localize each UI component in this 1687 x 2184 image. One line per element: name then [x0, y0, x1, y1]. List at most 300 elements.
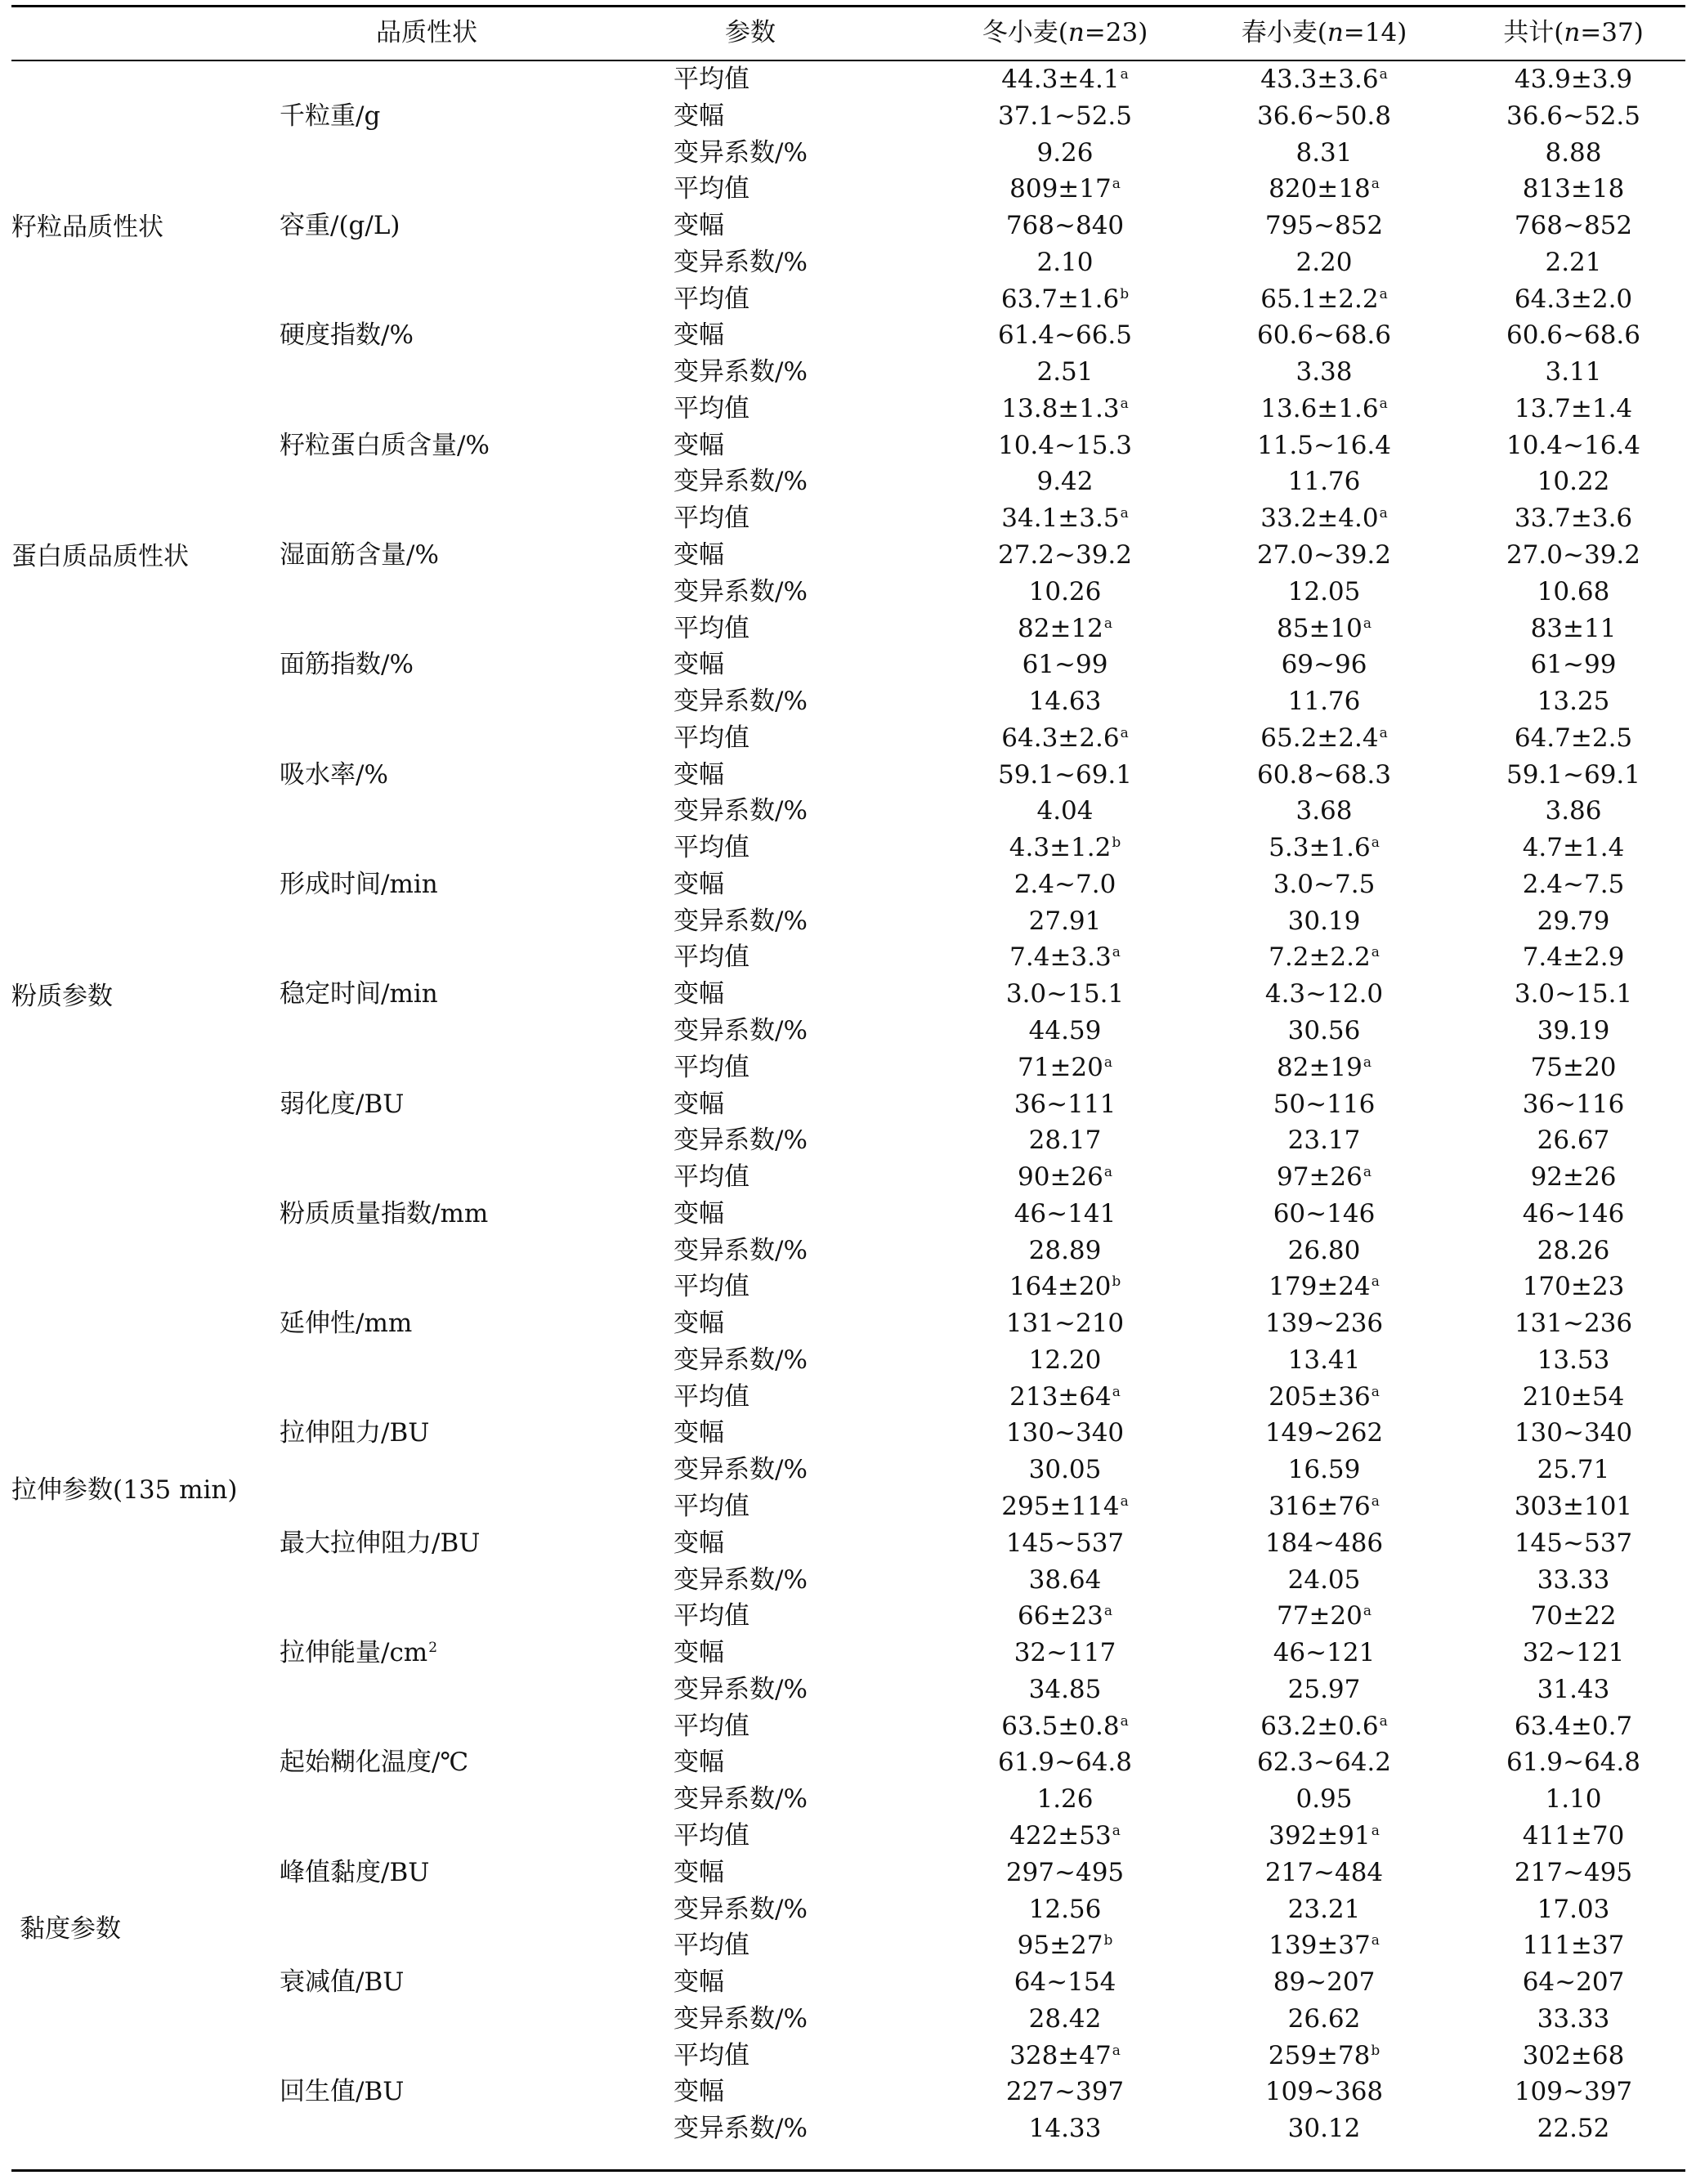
- spring-value-text: 3.68: [1295, 796, 1353, 826]
- significance-letter: a: [1379, 285, 1388, 302]
- spring-value-text: 77±20: [1276, 1601, 1363, 1631]
- param-label: 变异系数/%: [673, 1894, 808, 1924]
- total-value-text: 27.0~39.2: [1506, 540, 1641, 570]
- significance-letter: a: [1371, 944, 1380, 961]
- spring-value: [1265, 1416, 1383, 1449]
- total-value-text: 210±54: [1522, 1381, 1625, 1412]
- category-label: 拉伸参数(135 min): [11, 1475, 238, 1506]
- spring-value-text: 24.05: [1287, 1564, 1361, 1595]
- spring-value-text: 26.62: [1287, 2003, 1361, 2034]
- total-value-text: 13.25: [1537, 687, 1610, 717]
- spring-value: [1295, 246, 1352, 279]
- winter-value: [1006, 1307, 1124, 1340]
- param-label: 变异系数/%: [673, 1564, 808, 1595]
- winter-value-text: 1.26: [1036, 1784, 1094, 1815]
- param-label: 变异系数/%: [673, 2114, 808, 2144]
- total-value: [1523, 172, 1625, 205]
- winter-value: [1018, 1929, 1113, 1962]
- spring-value: [1260, 722, 1387, 754]
- winter-value-text: 27.91: [1028, 906, 1102, 936]
- total-value: [1506, 1746, 1640, 1779]
- winter-value-text: 145~537: [1005, 1528, 1125, 1558]
- spring-value-text: 82±19: [1276, 1052, 1363, 1082]
- winter-value-text: 809±17: [1009, 174, 1112, 204]
- param-label: 变异系数/%: [673, 467, 808, 497]
- total-value-text: 2.21: [1545, 247, 1602, 277]
- param-label: 变幅: [673, 540, 724, 570]
- spring-value-text: 179±24: [1269, 1272, 1371, 1302]
- spring-value: [1273, 1636, 1376, 1669]
- param-label: 变幅: [673, 1418, 724, 1448]
- winter-value: [1036, 794, 1093, 827]
- total-value: [1537, 1673, 1610, 1706]
- total-value-text: 26.67: [1537, 1126, 1610, 1156]
- total-value: [1515, 1710, 1632, 1743]
- category-label: 籽粒品质性状: [11, 213, 163, 243]
- total-value: [1523, 2039, 1625, 2072]
- quality-traits-table: [11, 0, 1685, 2184]
- spring-value-text: 43.3±3.6: [1260, 65, 1379, 94]
- param-label: 变异系数/%: [673, 576, 808, 606]
- total-value: [1515, 1856, 1632, 1889]
- spring-value-text: 11.5~16.4: [1256, 430, 1392, 460]
- winter-value: [1001, 392, 1128, 425]
- winter-value: [1009, 1270, 1121, 1303]
- total-value: [1506, 539, 1640, 571]
- trait-name: [280, 1746, 468, 1779]
- spring-value-text: 139±37: [1269, 1931, 1371, 1961]
- spring-value-text: 65.1±2.2: [1260, 284, 1379, 314]
- winter-value-text: 28.17: [1028, 1126, 1102, 1156]
- winter-value: [998, 319, 1132, 351]
- winter-value: [1018, 612, 1112, 645]
- trait-name-text: 稳定时间/min: [280, 979, 438, 1009]
- trait-name: [280, 319, 414, 351]
- total-value: [1545, 136, 1601, 169]
- winter-value-text: 768~840: [1005, 211, 1125, 241]
- spring-value-text: 2.20: [1295, 247, 1353, 277]
- spring-value: [1288, 1014, 1361, 1047]
- spring-value-text: 97±26: [1276, 1162, 1363, 1193]
- spring-value-text: 13.6±1.6: [1260, 393, 1379, 423]
- spring-value: [1273, 1197, 1376, 1230]
- significance-letter: a: [1112, 176, 1121, 193]
- spring-value: [1288, 905, 1361, 938]
- spring-value-text: 3.0~7.5: [1273, 869, 1376, 899]
- trait-name: [280, 429, 490, 462]
- total-value: [1537, 905, 1610, 938]
- significance-letter: a: [1120, 1493, 1129, 1510]
- winter-value-text: 297~495: [1005, 1857, 1125, 1887]
- total-value: [1515, 283, 1632, 316]
- spring-value: [1269, 2039, 1380, 2072]
- winter-value: [1029, 1234, 1102, 1267]
- total-value-text: 411±70: [1522, 1820, 1625, 1851]
- param-label: 变异系数/%: [673, 137, 808, 168]
- total-value-text: 70±22: [1530, 1601, 1617, 1631]
- significance-letter: a: [1363, 1164, 1372, 1181]
- trait-name: [280, 1416, 429, 1449]
- trait-name: [280, 1088, 404, 1121]
- winter-value: [1014, 1966, 1116, 1998]
- trait-name: [280, 2075, 404, 2108]
- trait-name: [280, 100, 380, 132]
- param-label: 变幅: [673, 759, 724, 790]
- trait-name-text: 硬度指数/%: [280, 320, 414, 351]
- winter-value-text: 295±114: [1001, 1492, 1120, 1522]
- total-value-text: 36.6~52.5: [1506, 101, 1641, 131]
- total-value: [1506, 100, 1640, 132]
- total-value: [1545, 246, 1601, 279]
- winter-value: [1001, 1490, 1128, 1523]
- winter-value: [1001, 283, 1129, 316]
- winter-value-text: 34.1±3.5: [1001, 503, 1120, 534]
- param-label: 变异系数/%: [673, 247, 808, 277]
- winter-value-text: 30.05: [1028, 1455, 1102, 1485]
- category-label: 蛋白质品质性状: [11, 542, 189, 572]
- total-value: [1537, 1564, 1610, 1596]
- trait-name-text: 粉质质量指数/mm: [280, 1198, 489, 1228]
- significance-letter: a: [1371, 835, 1380, 852]
- trait-name-text: 最大拉伸阻力/BU: [280, 1528, 481, 1558]
- winter-value: [1009, 1819, 1121, 1852]
- spring-value-text: 33.2±4.0: [1260, 503, 1379, 534]
- param-label: 变幅: [673, 979, 724, 1009]
- total-value-text: 2.4~7.5: [1522, 869, 1625, 899]
- winter-value: [1014, 1636, 1116, 1669]
- category-label: 粉质参数: [11, 981, 113, 1011]
- param-label: 变幅: [673, 1857, 724, 1887]
- bottom-rule: [11, 2169, 1685, 2172]
- param-label: 平均值: [673, 613, 750, 643]
- spring-value: [1273, 1088, 1376, 1121]
- spring-value-text: 23.17: [1287, 1126, 1361, 1156]
- spring-value: [1277, 612, 1372, 645]
- param-label: 平均值: [673, 1381, 750, 1412]
- spring-value: [1257, 100, 1391, 132]
- significance-letter: a: [1371, 1822, 1380, 1839]
- significance-letter: a: [1363, 1054, 1372, 1071]
- winter-value-text: 27.2~39.2: [997, 540, 1133, 570]
- param-label: 平均值: [673, 1711, 750, 1741]
- total-value: [1531, 1051, 1617, 1084]
- winter-value-text: 422±53: [1009, 1820, 1112, 1851]
- winter-value: [1014, 1197, 1116, 1230]
- total-value: [1537, 2003, 1610, 2035]
- spring-value: [1282, 648, 1367, 681]
- total-value: [1537, 1014, 1610, 1047]
- total-value: [1523, 941, 1625, 973]
- spring-value: [1277, 1600, 1372, 1632]
- total-value-text: 28.26: [1537, 1235, 1610, 1265]
- total-value-text: 768~852: [1514, 211, 1633, 241]
- spring-value-text: 109~368: [1264, 2077, 1384, 2107]
- significance-letter: a: [1103, 1164, 1113, 1181]
- winter-value-text: 64.3±2.6: [1001, 723, 1120, 753]
- trait-name: [280, 1527, 480, 1560]
- header-winter-wheat: 冬小麦(n=23): [982, 18, 1148, 47]
- winter-value: [998, 100, 1132, 132]
- spring-value: [1273, 868, 1376, 901]
- winter-value: [1018, 1161, 1112, 1193]
- total-value-text: 22.52: [1537, 2114, 1610, 2144]
- spring-value-text: 60~146: [1273, 1198, 1376, 1228]
- significance-letter: a: [1363, 1603, 1372, 1620]
- trait-name: [280, 539, 439, 571]
- winter-value: [1001, 722, 1128, 754]
- spring-value: [1269, 1819, 1380, 1852]
- spring-value-text: 184~486: [1264, 1528, 1384, 1558]
- param-label: 变幅: [673, 1528, 724, 1558]
- param-label: 平均值: [673, 833, 750, 863]
- total-value-text: 75±20: [1530, 1052, 1617, 1082]
- significance-letter: a: [1103, 615, 1113, 632]
- trait-name-text: 湿面筋含量/%: [280, 540, 439, 570]
- spring-value: [1295, 1783, 1352, 1815]
- trait-name-text: 延伸性/mm: [280, 1309, 413, 1339]
- spring-value: [1288, 1673, 1361, 1706]
- significance-letter: b: [1103, 1932, 1113, 1949]
- winter-value: [1001, 1710, 1128, 1743]
- spring-value-text: 3.38: [1295, 357, 1353, 387]
- spring-value-text: 316±76: [1269, 1492, 1371, 1522]
- significance-letter: a: [1371, 1932, 1380, 1949]
- winter-value: [1014, 1088, 1116, 1121]
- winter-value: [1006, 1856, 1124, 1889]
- winter-value-text: 28.42: [1028, 2003, 1102, 2034]
- trait-name-text: 拉伸阻力/BU: [280, 1418, 430, 1448]
- total-value: [1523, 1270, 1625, 1303]
- significance-letter: a: [1120, 1712, 1129, 1730]
- total-value-text: 92±26: [1530, 1162, 1617, 1193]
- total-value: [1545, 356, 1601, 388]
- spring-value-text: 4.3~12.0: [1264, 979, 1384, 1009]
- spring-value: [1288, 685, 1361, 718]
- category-label: 黏度参数: [20, 1914, 121, 1945]
- total-value: [1515, 392, 1632, 425]
- significance-letter: a: [1371, 1493, 1380, 1510]
- total-value-text: 13.53: [1537, 1345, 1610, 1375]
- winter-value: [1001, 63, 1128, 96]
- winter-value-text: 38.64: [1028, 1564, 1102, 1595]
- total-value: [1506, 759, 1640, 791]
- trait-name: [280, 978, 438, 1010]
- spring-value: [1260, 1710, 1387, 1743]
- winter-value: [1029, 685, 1102, 718]
- param-label: 变幅: [673, 430, 724, 460]
- param-label: 变幅: [673, 650, 724, 680]
- winter-value-text: 14.33: [1028, 2114, 1102, 2144]
- param-label: 变异系数/%: [673, 796, 808, 826]
- param-label: 平均值: [673, 284, 750, 314]
- spring-value: [1260, 502, 1387, 535]
- significance-letter: a: [1120, 395, 1129, 412]
- total-value: [1537, 1453, 1610, 1486]
- param-label: 变幅: [673, 1748, 724, 1778]
- spring-value-text: 60.6~68.6: [1256, 320, 1392, 351]
- spring-value: [1277, 1161, 1372, 1193]
- spring-value-text: 13.41: [1287, 1345, 1361, 1375]
- significance-letter: a: [1379, 505, 1388, 522]
- param-label: 变幅: [673, 869, 724, 899]
- param-label: 平均值: [673, 1601, 750, 1631]
- trait-name-text: 面筋指数/%: [280, 650, 414, 680]
- total-value: [1515, 1307, 1632, 1340]
- spring-value: [1265, 1856, 1383, 1889]
- total-value: [1537, 1124, 1610, 1157]
- trait-name: [280, 759, 388, 791]
- spring-value: [1257, 319, 1391, 351]
- winter-value: [1001, 502, 1128, 535]
- param-label: 变异系数/%: [673, 1126, 808, 1156]
- winter-value: [1018, 1600, 1112, 1632]
- spring-value: [1265, 978, 1383, 1010]
- param-label: 平均值: [673, 1820, 750, 1851]
- param-label: 变异系数/%: [673, 906, 808, 936]
- winter-value-text: 59.1~69.1: [997, 759, 1133, 790]
- param-label: 变幅: [673, 2077, 724, 2107]
- param-label: 平均值: [673, 503, 750, 534]
- significance-letter: a: [1379, 724, 1388, 741]
- trait-name-superscript: 2: [428, 1640, 438, 1657]
- spring-value: [1265, 1527, 1383, 1560]
- param-label: 平均值: [673, 1162, 750, 1193]
- total-value-text: 4.7±1.4: [1522, 833, 1625, 863]
- spring-value-text: 65.2±2.4: [1260, 723, 1379, 753]
- spring-value-text: 205±36: [1269, 1381, 1371, 1412]
- winter-value-text: 213±64: [1009, 1381, 1112, 1412]
- spring-value: [1273, 1966, 1376, 1998]
- winter-value: [1036, 136, 1093, 169]
- spring-value: [1260, 392, 1387, 425]
- winter-value: [998, 429, 1132, 462]
- winter-value: [998, 539, 1132, 571]
- spring-value-text: 69~96: [1281, 650, 1367, 680]
- total-value-text: 43.9±3.9: [1514, 65, 1633, 94]
- spring-value-text: 63.2±0.6: [1260, 1711, 1379, 1741]
- param-label: 平均值: [673, 174, 750, 204]
- trait-name-text: 峰值黏度/BU: [280, 1857, 430, 1887]
- winter-value: [1006, 1416, 1124, 1449]
- param-label: 变幅: [673, 1198, 724, 1228]
- winter-value: [1009, 1381, 1121, 1413]
- total-value-text: 3.11: [1545, 357, 1602, 387]
- total-value-text: 61.9~64.8: [1506, 1748, 1641, 1778]
- spring-value-text: 89~207: [1273, 1967, 1376, 1998]
- param-label: 变幅: [673, 101, 724, 131]
- total-value-text: 17.03: [1537, 1894, 1610, 1924]
- spring-value: [1260, 283, 1387, 316]
- total-value: [1531, 1161, 1617, 1193]
- winter-value-text: 328±47: [1009, 2040, 1112, 2070]
- spring-value: [1288, 1124, 1361, 1157]
- significance-letter: b: [1112, 1273, 1121, 1291]
- total-value: [1531, 1600, 1617, 1632]
- total-value-text: 3.0~15.1: [1514, 979, 1633, 1009]
- total-value-text: 25.71: [1537, 1455, 1610, 1485]
- total-value: [1545, 794, 1601, 827]
- winter-value: [1029, 1564, 1102, 1596]
- trait-name: [280, 1966, 404, 1998]
- trait-name-text: 形成时间/min: [280, 869, 438, 899]
- param-label: 变异系数/%: [673, 1455, 808, 1485]
- spring-value-text: 25.97: [1287, 1674, 1361, 1704]
- spring-value: [1295, 356, 1352, 388]
- top-rule: [11, 5, 1685, 7]
- significance-letter: a: [1112, 2042, 1121, 2059]
- param-label: 平均值: [673, 1272, 750, 1302]
- total-value: [1515, 63, 1632, 96]
- total-value: [1515, 209, 1632, 242]
- total-value: [1515, 1490, 1632, 1523]
- param-label: 变异系数/%: [673, 1016, 808, 1046]
- spring-value: [1265, 2075, 1383, 2108]
- spring-value: [1269, 1270, 1380, 1303]
- total-value: [1523, 1197, 1625, 1230]
- winter-value-text: 12.56: [1028, 1894, 1102, 1924]
- significance-letter: a: [1112, 1383, 1121, 1400]
- param-label: 变异系数/%: [673, 2003, 808, 2034]
- significance-letter: a: [1379, 66, 1388, 83]
- winter-value-text: 131~210: [1005, 1309, 1125, 1339]
- total-value-text: 3.86: [1545, 796, 1602, 826]
- total-value-text: 10.22: [1537, 467, 1610, 497]
- spring-value: [1288, 465, 1361, 498]
- total-value-text: 59.1~69.1: [1506, 759, 1641, 790]
- winter-value-text: 4.3±1.2: [1009, 833, 1112, 863]
- winter-value-text: 32~117: [1014, 1638, 1116, 1668]
- total-value: [1537, 465, 1610, 498]
- total-value-text: 7.4±2.9: [1522, 942, 1625, 973]
- spring-value-text: 259±78: [1268, 2040, 1371, 2070]
- winter-value: [1009, 941, 1121, 973]
- spring-value: [1269, 1381, 1380, 1413]
- winter-value: [1029, 905, 1102, 938]
- total-value-text: 33.33: [1537, 1564, 1610, 1595]
- winter-value-text: 44.3±4.1: [1001, 65, 1120, 94]
- trait-name: [280, 1197, 488, 1230]
- trait-name: [280, 1307, 412, 1340]
- total-value-text: 10.4~16.4: [1506, 430, 1641, 460]
- header-spring-wheat: 春小麦(n=14): [1241, 18, 1407, 47]
- total-value-text: 131~236: [1514, 1309, 1633, 1339]
- winter-value: [1006, 209, 1124, 242]
- winter-value-text: 61~99: [1022, 650, 1108, 680]
- param-label: 平均值: [673, 393, 750, 423]
- winter-value-text: 9.26: [1036, 137, 1094, 168]
- spring-value: [1288, 1234, 1361, 1267]
- significance-letter: a: [1103, 1603, 1113, 1620]
- param-label: 变幅: [673, 320, 724, 351]
- winter-value: [1009, 172, 1121, 205]
- param-label: 平均值: [673, 1931, 750, 1961]
- spring-value: [1269, 172, 1380, 205]
- total-value-text: 64.3±2.0: [1514, 284, 1633, 314]
- significance-letter: a: [1112, 1822, 1121, 1839]
- trait-name-text: 千粒重/g: [280, 101, 381, 131]
- total-value: [1537, 2112, 1610, 2145]
- winter-value: [998, 759, 1132, 791]
- total-value-text: 1.10: [1545, 1784, 1602, 1815]
- total-value-text: 60.6~68.6: [1506, 320, 1641, 351]
- spring-value-text: 46~121: [1273, 1638, 1376, 1668]
- total-value: [1523, 1929, 1625, 1962]
- spring-value: [1269, 1929, 1380, 1962]
- total-value: [1515, 1527, 1632, 1560]
- total-value: [1523, 1636, 1625, 1669]
- spring-value: [1269, 1490, 1380, 1523]
- header-param: 参数: [725, 18, 776, 47]
